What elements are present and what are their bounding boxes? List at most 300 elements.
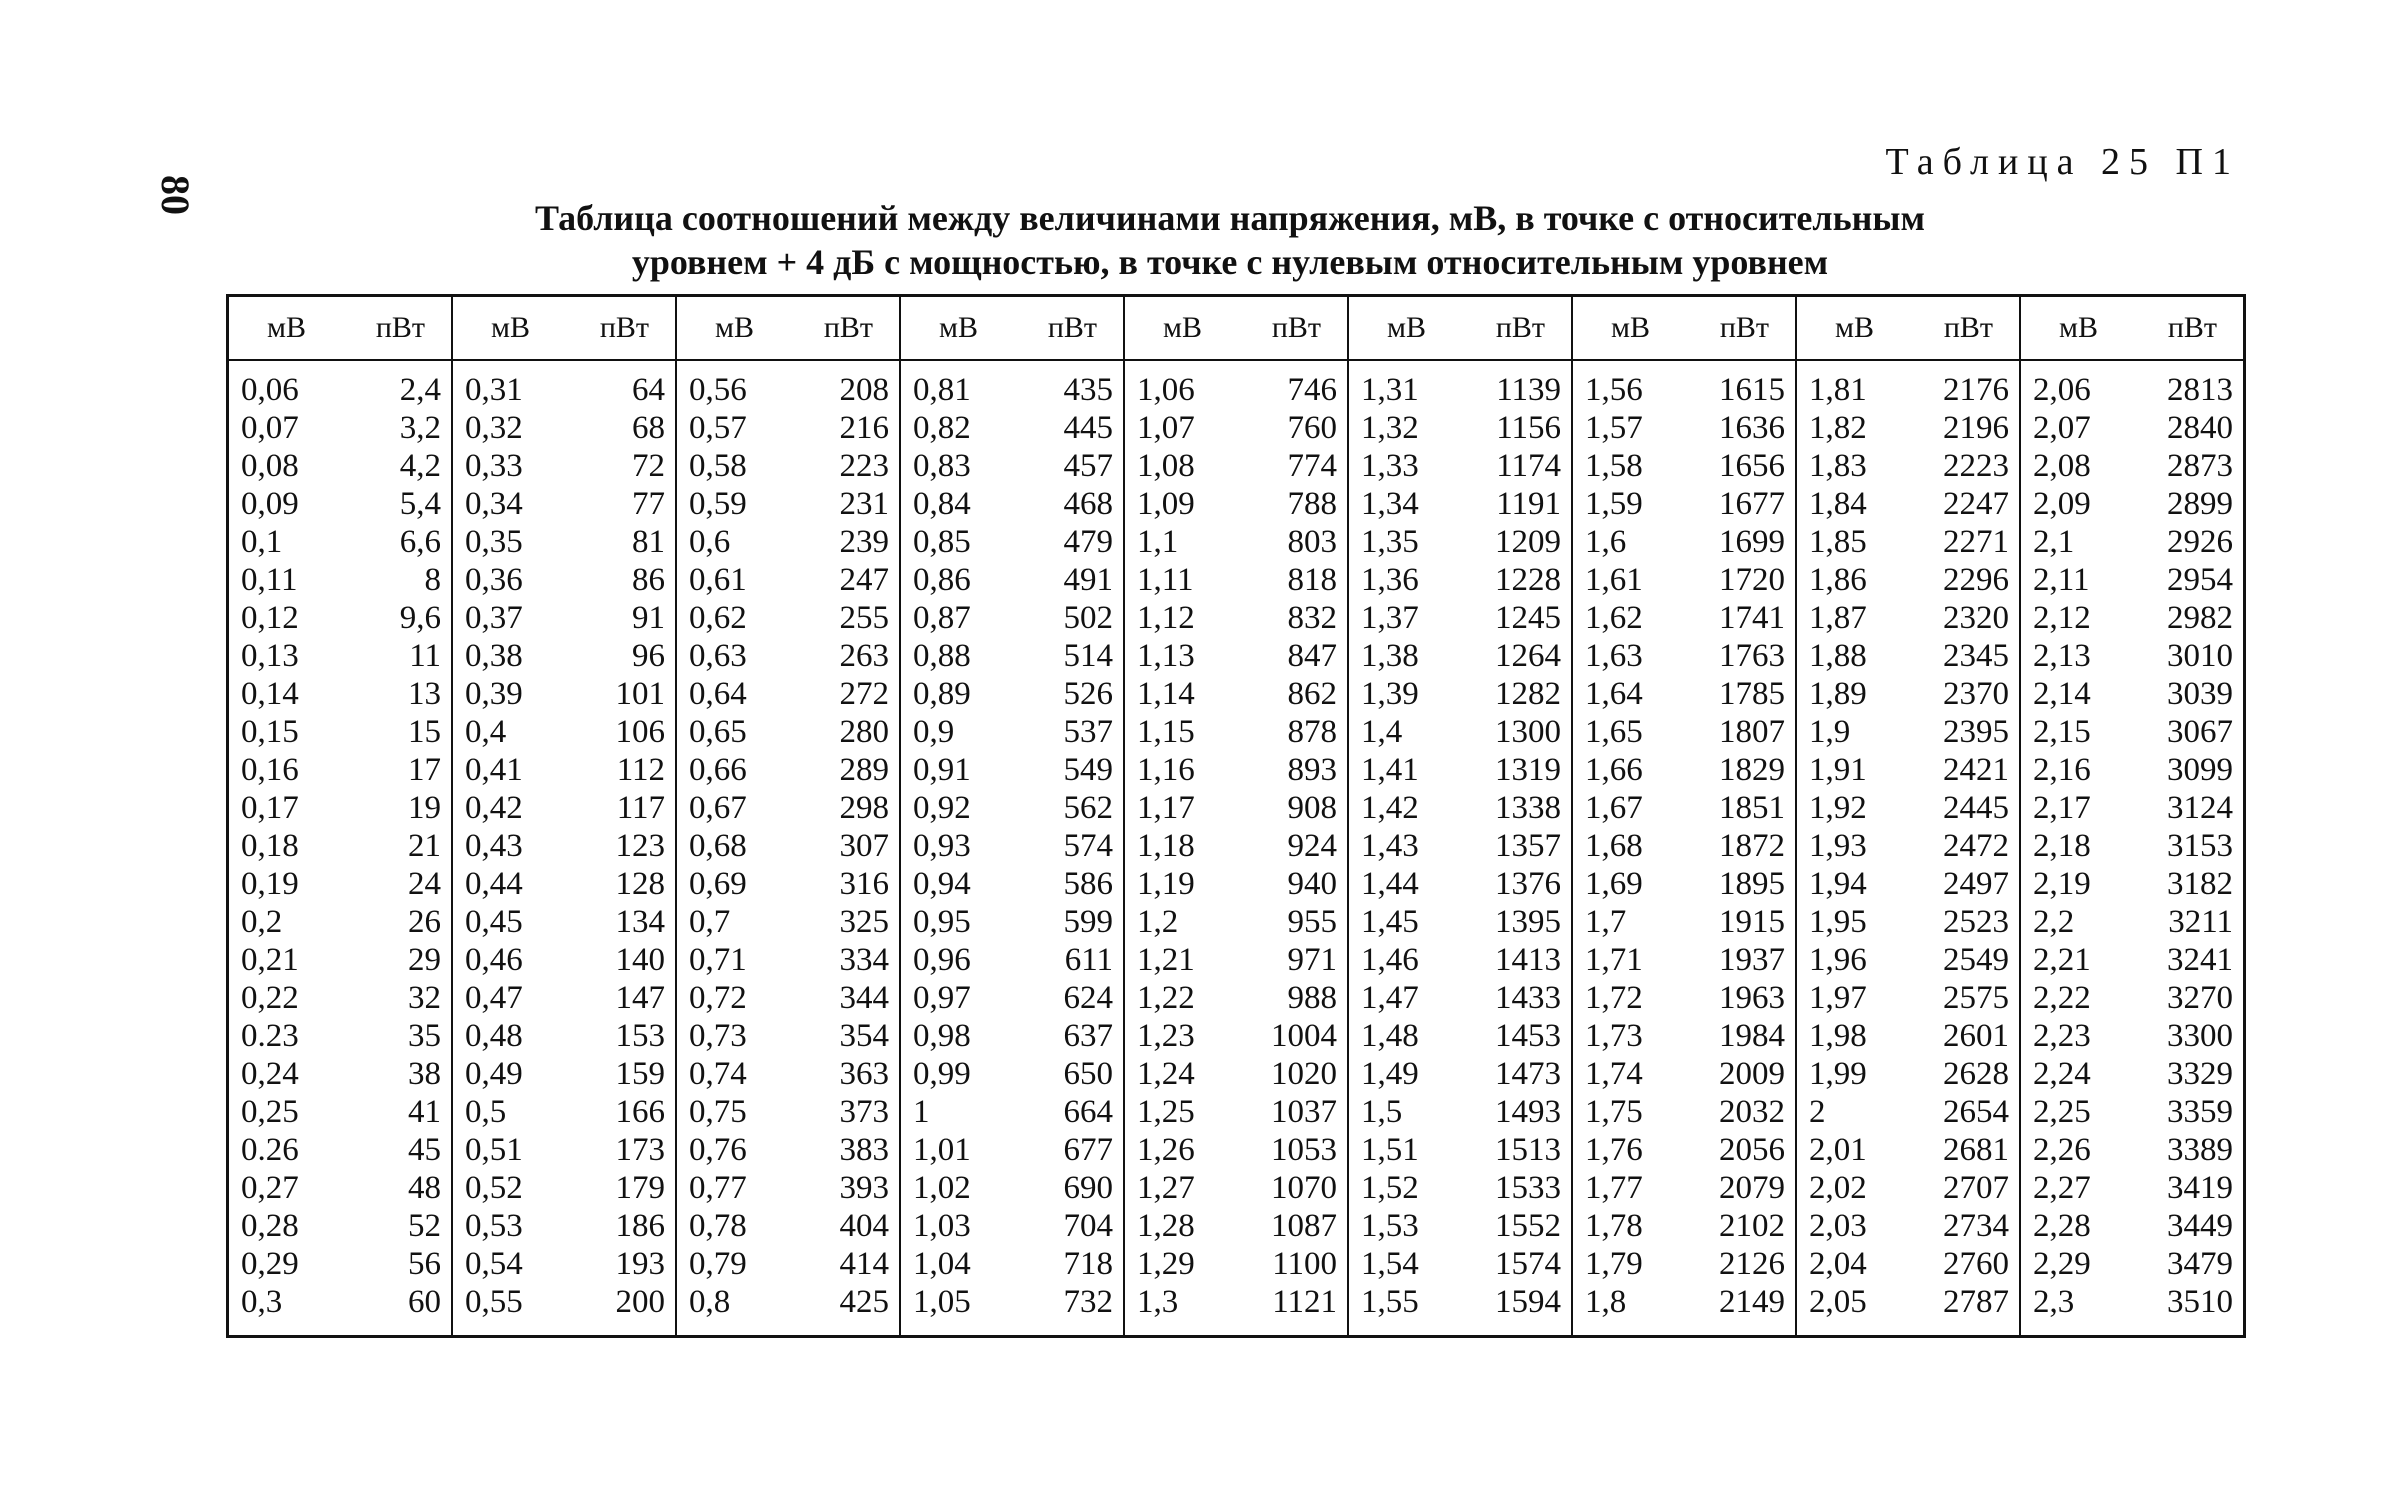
table-row	[1573, 1131, 1795, 1169]
table-row	[901, 979, 1123, 1017]
mv-value: 1,97	[1809, 980, 1867, 1016]
pw-value: 2079	[1719, 1170, 1785, 1206]
pw-value: 3449	[2167, 1208, 2233, 1244]
table-label: Таблица 25 П1	[1885, 141, 2240, 183]
mv-value: 0,71	[689, 942, 747, 978]
table-row	[677, 371, 899, 409]
header-pw: пВт	[375, 311, 425, 344]
pw-value: 2813	[2167, 372, 2233, 408]
table-row	[453, 751, 675, 789]
table-row	[2021, 1207, 2243, 1245]
mv-value: 1,82	[1809, 410, 1867, 446]
mv-value: 2,07	[2033, 410, 2091, 446]
mv-value: 2,01	[1809, 1132, 1867, 1168]
mv-value: 0,36	[465, 562, 523, 598]
table-row	[1797, 561, 2019, 599]
pw-value: 2681	[1943, 1132, 2009, 1168]
mv-value: 0,61	[689, 562, 747, 598]
pw-value: 153	[615, 1018, 665, 1054]
table-row	[677, 1093, 899, 1131]
mv-value: 1,78	[1585, 1208, 1643, 1244]
mv-value: 1,34	[1361, 486, 1419, 522]
mv-value: 1,7	[1585, 904, 1627, 940]
pw-value: 21	[408, 828, 441, 864]
mv-value: 1,64	[1585, 676, 1643, 712]
table-row	[2021, 599, 2243, 637]
mv-value: 1,71	[1585, 942, 1643, 978]
table-row	[2021, 1283, 2243, 1321]
table-row	[1125, 979, 1347, 1017]
mv-value: 2,12	[2033, 600, 2091, 636]
table-row	[677, 903, 899, 941]
column-group-header	[677, 297, 899, 361]
mv-value: 1,07	[1137, 410, 1195, 446]
pw-value: 1785	[1719, 676, 1785, 712]
mv-value: 1,79	[1585, 1246, 1643, 1282]
pw-value: 3419	[2167, 1170, 2233, 1206]
header-mv: мВ	[1835, 311, 1874, 344]
mv-value: 2,05	[1809, 1284, 1867, 1320]
table-row	[901, 637, 1123, 675]
mv-value: 1,45	[1361, 904, 1419, 940]
table-row	[1573, 523, 1795, 561]
mv-value: 1,84	[1809, 486, 1867, 522]
mv-value: 0,75	[689, 1094, 747, 1130]
table-row	[2021, 979, 2243, 1017]
pw-value: 1763	[1719, 638, 1785, 674]
table-row	[901, 865, 1123, 903]
mv-value: 0,55	[465, 1284, 523, 1320]
mv-value: 0,74	[689, 1056, 747, 1092]
table-row	[2021, 485, 2243, 523]
mv-value: 0,41	[465, 752, 523, 788]
pw-value: 231	[839, 486, 889, 522]
mv-value: 0,64	[689, 676, 747, 712]
pw-value: 457	[1063, 448, 1113, 484]
pw-value: 1615	[1719, 372, 1785, 408]
pw-value: 732	[1063, 1284, 1113, 1320]
pw-value: 2296	[1943, 562, 2009, 598]
table-row	[453, 523, 675, 561]
pw-value: 101	[615, 676, 665, 712]
pw-value: 1413	[1495, 942, 1561, 978]
mv-value: 0,37	[465, 600, 523, 636]
pw-value: 1677	[1719, 486, 1785, 522]
pw-value: 599	[1063, 904, 1113, 940]
mv-value: 1,23	[1137, 1018, 1195, 1054]
pw-value: 2176	[1943, 372, 2009, 408]
pw-value: 862	[1287, 676, 1337, 712]
pw-value: 624	[1063, 980, 1113, 1016]
table-row	[1797, 1245, 2019, 1283]
table-row	[2021, 675, 2243, 713]
table-row	[677, 941, 899, 979]
mv-value: 0,34	[465, 486, 523, 522]
mv-value: 0,72	[689, 980, 747, 1016]
table-row	[229, 1245, 451, 1283]
mv-value: 0,96	[913, 942, 971, 978]
pw-value: 1070	[1271, 1170, 1337, 1206]
table-row	[677, 1207, 899, 1245]
table-row	[1349, 903, 1571, 941]
header-pw: пВт	[1719, 311, 1769, 344]
table-row	[1573, 751, 1795, 789]
pw-value: 2395	[1943, 714, 2009, 750]
pw-value: 893	[1287, 752, 1337, 788]
pw-value: 173	[615, 1132, 665, 1168]
pw-value: 393	[839, 1170, 889, 1206]
pw-value: 17	[408, 752, 441, 788]
pw-value: 1513	[1495, 1132, 1561, 1168]
table-row	[677, 1131, 899, 1169]
table-row	[901, 941, 1123, 979]
table-row	[677, 713, 899, 751]
mv-value: 1,66	[1585, 752, 1643, 788]
pw-value: 832	[1287, 600, 1337, 636]
mv-value: 0,8	[689, 1284, 731, 1320]
pw-value: 435	[1063, 372, 1113, 408]
pw-value: 1433	[1495, 980, 1561, 1016]
table-row	[901, 1207, 1123, 1245]
column-group-header	[1797, 297, 2019, 361]
pw-value: 1895	[1719, 866, 1785, 902]
mv-value: 1,08	[1137, 448, 1195, 484]
column-group-header	[453, 297, 675, 361]
pw-value: 1357	[1495, 828, 1561, 864]
mv-value: 1,03	[913, 1208, 971, 1244]
table-row	[229, 447, 451, 485]
table-row	[1125, 1017, 1347, 1055]
mv-value: 0,28	[241, 1208, 299, 1244]
table-row	[1349, 371, 1571, 409]
table-row	[1349, 409, 1571, 447]
table-row	[1349, 1169, 1571, 1207]
mv-value: 1,2	[1137, 904, 1179, 940]
pw-value: 52	[408, 1208, 441, 1244]
table-row	[2021, 409, 2243, 447]
mv-value: 2,2	[2033, 904, 2075, 940]
pw-value: 1100	[1272, 1246, 1337, 1282]
mv-value: 2,02	[1809, 1170, 1867, 1206]
mv-value: 0,32	[465, 410, 523, 446]
pw-value: 746	[1287, 372, 1337, 408]
column-group	[2019, 297, 2243, 1335]
mv-value: 0,07	[241, 410, 299, 446]
pw-value: 263	[839, 638, 889, 674]
table-row	[901, 447, 1123, 485]
mv-value: 2,29	[2033, 1246, 2091, 1282]
column-group-header	[2021, 297, 2243, 361]
mv-value: 1,5	[1361, 1094, 1403, 1130]
pw-value: 1228	[1495, 562, 1561, 598]
pw-value: 2982	[2167, 600, 2233, 636]
table-row	[229, 371, 451, 409]
table-row	[901, 675, 1123, 713]
table-row	[677, 979, 899, 1017]
table-row	[1125, 409, 1347, 447]
pw-value: 2320	[1943, 600, 2009, 636]
mv-value: 2	[1809, 1094, 1826, 1130]
pw-value: 2196	[1943, 410, 2009, 446]
table-row	[677, 523, 899, 561]
table-row	[1349, 675, 1571, 713]
header-mv: мВ	[1163, 311, 1202, 344]
pw-value: 1174	[1496, 448, 1561, 484]
pw-value: 2009	[1719, 1056, 1785, 1092]
table-row	[901, 371, 1123, 409]
pw-value: 298	[839, 790, 889, 826]
mv-value: 0,7	[689, 904, 731, 940]
pw-value: 1594	[1495, 1284, 1561, 1320]
pw-value: 41	[408, 1094, 441, 1130]
table-row	[453, 1283, 675, 1321]
mv-value: 0,11	[241, 562, 298, 598]
table-row	[2021, 561, 2243, 599]
table-row	[2021, 637, 2243, 675]
mv-value: 1,36	[1361, 562, 1419, 598]
pw-value: 13	[408, 676, 441, 712]
table-row	[1797, 865, 2019, 903]
mv-value: 1,12	[1137, 600, 1195, 636]
table-row	[1349, 827, 1571, 865]
pw-value: 81	[632, 524, 665, 560]
table-row	[901, 599, 1123, 637]
mv-value: 0,79	[689, 1246, 747, 1282]
mv-value: 0,42	[465, 790, 523, 826]
table-row	[1797, 1093, 2019, 1131]
pw-value: 2126	[1719, 1246, 1785, 1282]
mv-value: 1,9	[1809, 714, 1851, 750]
mv-value: 0,45	[465, 904, 523, 940]
table-row	[1797, 409, 2019, 447]
pw-value: 526	[1063, 676, 1113, 712]
pw-value: 818	[1287, 562, 1337, 598]
mv-value: 1,77	[1585, 1170, 1643, 1206]
pw-value: 2149	[1719, 1284, 1785, 1320]
pw-value: 344	[839, 980, 889, 1016]
pw-value: 8	[424, 562, 441, 598]
table-row	[901, 713, 1123, 751]
table-row	[1573, 637, 1795, 675]
pw-value: 664	[1063, 1094, 1113, 1130]
table-row	[453, 1169, 675, 1207]
table-row	[677, 409, 899, 447]
column-group-header	[1573, 297, 1795, 361]
pw-value: 1937	[1719, 942, 1785, 978]
mv-value: 0,89	[913, 676, 971, 712]
table-row	[229, 1017, 451, 1055]
pw-value: 91	[632, 600, 665, 636]
mv-value: 1,17	[1137, 790, 1195, 826]
mv-value: 1,73	[1585, 1018, 1643, 1054]
pw-value: 3124	[2167, 790, 2233, 826]
mv-value: 0,76	[689, 1132, 747, 1168]
mv-value: 2,17	[2033, 790, 2091, 826]
mv-value: 0,4	[465, 714, 507, 750]
mv-value: 1,58	[1585, 448, 1643, 484]
column-group	[1795, 297, 2019, 1335]
table-row	[229, 1093, 451, 1131]
table-row	[2021, 1093, 2243, 1131]
mv-value: 1,67	[1585, 790, 1643, 826]
mv-value: 0,93	[913, 828, 971, 864]
table-row	[1797, 447, 2019, 485]
mv-value: 1,3	[1137, 1284, 1179, 1320]
header-mv: мВ	[491, 311, 530, 344]
table-row	[1125, 1207, 1347, 1245]
mv-value: 1,75	[1585, 1094, 1643, 1130]
mv-value: 1,44	[1361, 866, 1419, 902]
table-row	[229, 1169, 451, 1207]
header-pw: пВт	[823, 311, 873, 344]
mv-value: 0,73	[689, 1018, 747, 1054]
table-row	[1573, 827, 1795, 865]
mv-value: 0,77	[689, 1170, 747, 1206]
mv-value: 1,46	[1361, 942, 1419, 978]
mv-value: 1,63	[1585, 638, 1643, 674]
mv-value: 0,35	[465, 524, 523, 560]
mv-value: 2,1	[2033, 524, 2075, 560]
mv-value: 1,8	[1585, 1284, 1627, 1320]
table-row	[1797, 789, 2019, 827]
table-row	[1125, 941, 1347, 979]
table-caption	[460, 196, 2000, 284]
pw-value: 2,4	[399, 372, 441, 408]
mv-value: 2,09	[2033, 486, 2091, 522]
pw-value: 383	[839, 1132, 889, 1168]
pw-value: 247	[839, 562, 889, 598]
pw-value: 586	[1063, 866, 1113, 902]
mv-value: 0,54	[465, 1246, 523, 1282]
pw-value: 445	[1063, 410, 1113, 446]
pw-value: 123	[615, 828, 665, 864]
pw-value: 77	[632, 486, 665, 522]
table-row	[1125, 675, 1347, 713]
mv-value: 0,87	[913, 600, 971, 636]
mv-value: 2,27	[2033, 1170, 2091, 1206]
mv-value: 1,26	[1137, 1132, 1195, 1168]
mv-value: 2,14	[2033, 676, 2091, 712]
table-row	[2021, 1017, 2243, 1055]
table-row	[1349, 1207, 1571, 1245]
pw-value: 216	[839, 410, 889, 446]
pw-value: 549	[1063, 752, 1113, 788]
pw-value: 3329	[2167, 1056, 2233, 1092]
table-row	[1125, 1131, 1347, 1169]
table-row	[229, 675, 451, 713]
table-row	[229, 979, 451, 1017]
pw-value: 3182	[2167, 866, 2233, 902]
pw-value: 5,4	[399, 486, 441, 522]
mv-value: 0,21	[241, 942, 299, 978]
pw-value: 3039	[2167, 676, 2233, 712]
table-row	[1349, 637, 1571, 675]
table-row	[453, 713, 675, 751]
pw-value: 1699	[1719, 524, 1785, 560]
pw-value: 924	[1287, 828, 1337, 864]
pw-value: 1121	[1272, 1284, 1337, 1320]
table-row	[229, 789, 451, 827]
mv-value: 1,92	[1809, 790, 1867, 826]
page-number: 80	[153, 175, 198, 215]
mv-value: 0,53	[465, 1208, 523, 1244]
column-group-header	[1125, 297, 1347, 361]
pw-value: 955	[1287, 904, 1337, 940]
pw-value: 908	[1287, 790, 1337, 826]
table-row	[1349, 1131, 1571, 1169]
table-row	[1349, 1245, 1571, 1283]
table-row	[453, 1207, 675, 1245]
table-row	[453, 599, 675, 637]
table-row	[677, 1283, 899, 1321]
pw-value: 1656	[1719, 448, 1785, 484]
mv-value: 1,48	[1361, 1018, 1419, 1054]
table-row	[229, 865, 451, 903]
table-row	[453, 371, 675, 409]
mv-value: 1,86	[1809, 562, 1867, 598]
table-row	[453, 1093, 675, 1131]
mv-value: 2,08	[2033, 448, 2091, 484]
pw-value: 2707	[1943, 1170, 2009, 1206]
mv-value: 1,21	[1137, 942, 1195, 978]
column-group	[675, 297, 899, 1335]
table-row	[229, 941, 451, 979]
pw-value: 1319	[1495, 752, 1561, 788]
pw-value: 186	[615, 1208, 665, 1244]
mv-value: 1,11	[1137, 562, 1194, 598]
mv-value: 2,13	[2033, 638, 2091, 674]
header-mv: мВ	[267, 311, 306, 344]
pw-value: 325	[839, 904, 889, 940]
table-row	[453, 485, 675, 523]
table-row	[1125, 1245, 1347, 1283]
pw-value: 414	[839, 1246, 889, 1282]
table-row	[453, 827, 675, 865]
mv-value: 0,08	[241, 448, 299, 484]
mv-value: 0.26	[241, 1132, 299, 1168]
pw-value: 1037	[1271, 1094, 1337, 1130]
pw-value: 803	[1287, 524, 1337, 560]
header-pw: пВт	[1047, 311, 1097, 344]
table-row	[677, 1169, 899, 1207]
mv-value: 0,98	[913, 1018, 971, 1054]
mv-value: 0,17	[241, 790, 299, 826]
mv-value: 0,86	[913, 562, 971, 598]
table-row	[1349, 865, 1571, 903]
table-row	[1125, 1283, 1347, 1321]
pw-value: 29	[408, 942, 441, 978]
table-row	[1797, 713, 2019, 751]
table-row	[1797, 485, 2019, 523]
mv-value: 0,06	[241, 372, 299, 408]
pw-value: 637	[1063, 1018, 1113, 1054]
mv-value: 1,4	[1361, 714, 1403, 750]
table-row	[677, 447, 899, 485]
pw-value: 1087	[1271, 1208, 1337, 1244]
pw-value: 6,6	[399, 524, 441, 560]
table-row	[1125, 903, 1347, 941]
table-row	[229, 599, 451, 637]
pw-value: 1533	[1495, 1170, 1561, 1206]
table-row	[901, 1093, 1123, 1131]
pw-value: 1493	[1495, 1094, 1561, 1130]
column-group	[1123, 297, 1347, 1335]
pw-value: 2223	[1943, 448, 2009, 484]
pw-value: 1473	[1495, 1056, 1561, 1092]
table-row	[677, 1245, 899, 1283]
table-row	[1349, 599, 1571, 637]
mv-value: 0,22	[241, 980, 299, 1016]
